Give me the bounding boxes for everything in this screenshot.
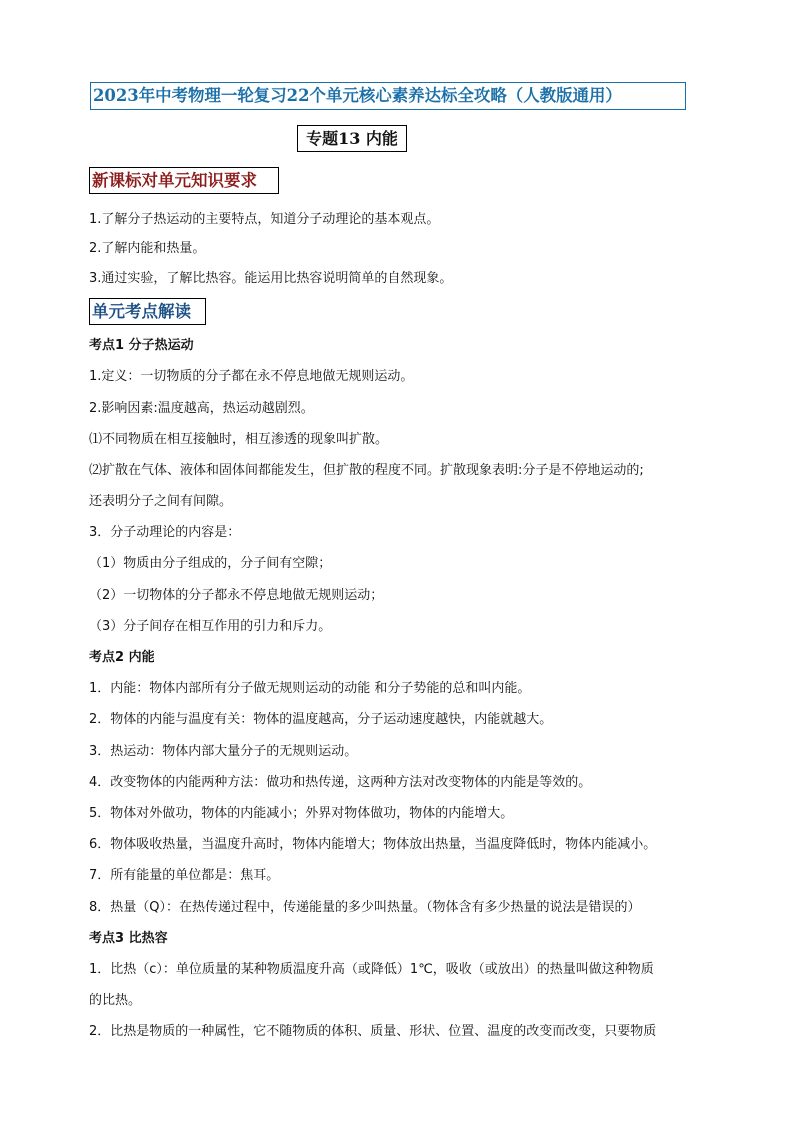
requirement-item: 1.了解分子热运动的主要特点，知道分子动理论的基本观点。 bbox=[89, 212, 440, 227]
point2-line: 4．改变物体的内能两种方法：做功和热传递，这两种方法对改变物体的内能是等效的。 bbox=[89, 775, 592, 790]
section-heading-key-points: 单元考点解读 bbox=[89, 298, 206, 325]
main-title: 2023年中考物理一轮复习22个单元核心素养达标全攻略（人教版通用） bbox=[90, 82, 686, 110]
point2-line: 7．所有能量的单位都是：焦耳。 bbox=[89, 868, 280, 883]
point1-line: 2.影响因素:温度越高，热运动越剧烈。 bbox=[89, 401, 314, 416]
point1-line: （1）物质由分子组成的，分子间有空隙； bbox=[89, 556, 332, 571]
point3-line: 2．比热是物质的一种属性，它不随物质的体积、质量、形状、位置、温度的改变而改变，只要物质 bbox=[89, 1024, 657, 1039]
point3-line: 的比热。 bbox=[89, 993, 142, 1008]
requirement-item: 2.了解内能和热量。 bbox=[89, 241, 206, 256]
point2-line: 2．物体的内能与温度有关：物体的温度越高，分子运动速度越快，内能就越大。 bbox=[89, 712, 553, 727]
point2-line: 5．物体对外做功，物体的内能减小；外界对物体做功，物体的内能增大。 bbox=[89, 806, 514, 821]
point1-line: （3）分子间存在相互作用的引力和斥力。 bbox=[89, 619, 332, 634]
point1-line: （2）一切物体的分子都永不停息地做无规则运动； bbox=[89, 588, 384, 603]
section-heading-requirements: 新课标对单元知识要求 bbox=[89, 167, 279, 194]
topic-title: 专题13 内能 bbox=[297, 125, 407, 152]
point1-title: 考点1 分子热运动 bbox=[89, 338, 194, 353]
point3-title: 考点3 比热容 bbox=[89, 931, 168, 946]
point2-line: 3．热运动：物体内部大量分子的无规则运动。 bbox=[89, 744, 358, 759]
point2-line: 1．内能：物体内部所有分子做无规则运动的动能 和分子势能的总和叫内能。 bbox=[89, 681, 531, 696]
point1-line: ⑴不同物质在相互接触时，相互渗透的现象叫扩散。 bbox=[89, 432, 389, 447]
point1-line: 3．分子动理论的内容是： bbox=[89, 525, 241, 540]
point1-line: ⑵扩散在气体、液体和固体间都能发生，但扩散的程度不同。扩散现象表明:分子是不停地运动的; bbox=[89, 463, 644, 478]
point2-line: 6．物体吸收热量，当温度升高时，物体内能增大；物体放出热量，当温度降低时，物体内能减小。 bbox=[89, 837, 657, 852]
point2-title: 考点2 内能 bbox=[89, 650, 155, 665]
point3-line: 1．比热（c）：单位质量的某种物质温度升高（或降低）1℃，吸收（或放出）的热量叫做这种物质 bbox=[89, 962, 654, 977]
point1-line: 还表明分子之间有间隙。 bbox=[89, 494, 233, 509]
point1-line: 1.定义：一切物质的分子都在永不停息地做无规则运动。 bbox=[89, 369, 414, 384]
point2-line: 8．热量（Q）：在热传递过程中，传递能量的多少叫热量。（物体含有多少热量的说法是错误的） bbox=[89, 900, 641, 915]
requirement-item: 3.通过实验，了解比热容。能运用比热容说明简单的自然现象。 bbox=[89, 271, 453, 286]
